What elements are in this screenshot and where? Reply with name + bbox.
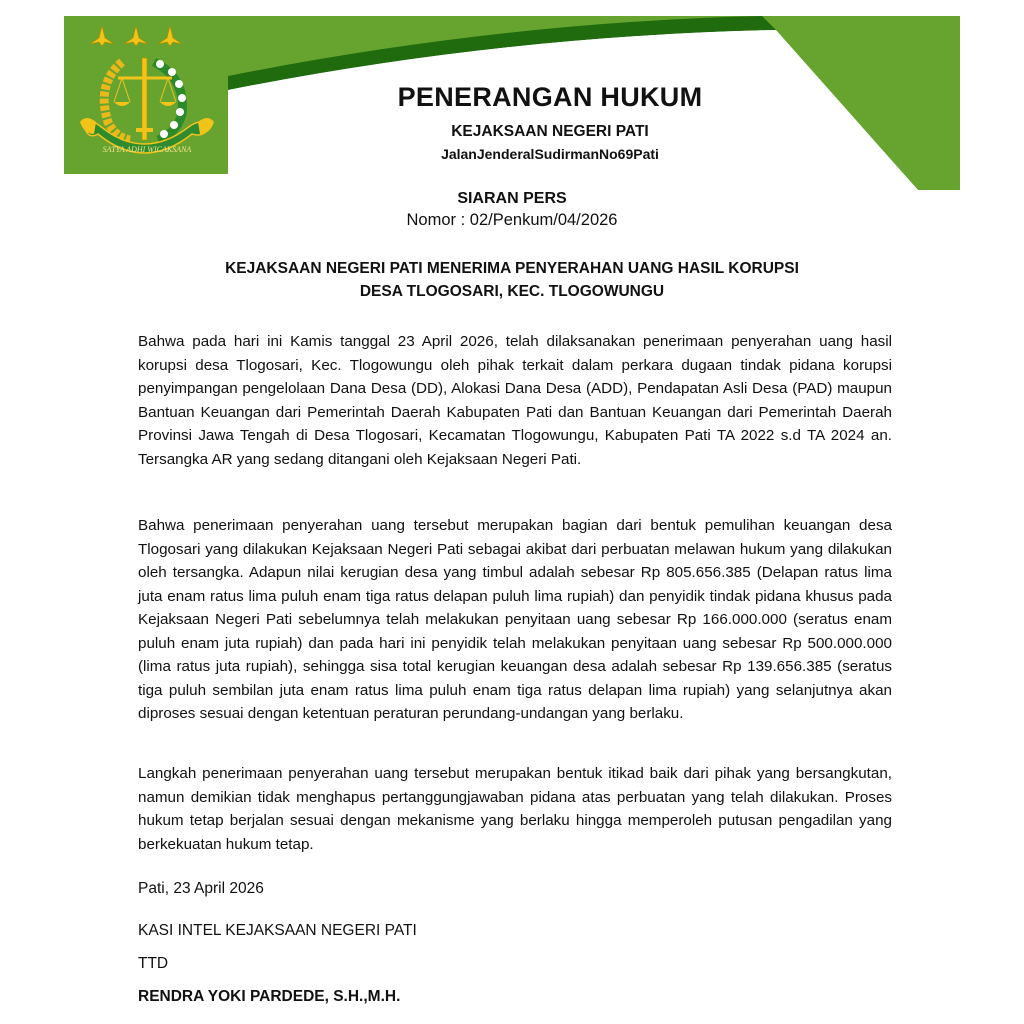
signature-note: TTD (138, 955, 169, 972)
kejaksaan-emblem-icon (78, 22, 218, 168)
press-release-label: SIARAN PERS (457, 190, 567, 207)
press-release-number: Nomor : 02/Penkum/04/2026 (406, 211, 618, 229)
organization-name: KEJAKSAAN NEGERI PATI (451, 123, 649, 140)
headline-line-1: KEJAKSAAN NEGERI PATI MENERIMA PENYERAHAN UANG HASIL KORUPSI (225, 260, 799, 277)
body-paragraph-1: Bahwa pada hari ini Kamis tanggal 23 April 2026, telah dilaksanakan penerimaan penyerahan uang hasil korupsi desa Tlogosari, Kec. Tlogowungu oleh pihak terkait dalam perkara dugaan tindak pidana korupsi penyimpangan pengelolaan Dana Desa (DD), Alokasi Dana Desa (ADD), Pendapatan Asli Desa (PAD) maupun Bantuan Keuangan dari Pemerintah Daerah Kabupaten Pati dan Bantuan Keuangan dari Pemerintah Daerah Provinsi Jawa Tengah di Desa Tlogosari, Kecamatan Tlogowungu, Kabupaten Pati TA 2022 s.d TA 2024 an. Tersangka AR yang sedang ditangani oleh Kejaksaan Negeri Pati. (138, 333, 892, 468)
place-date: Pati, 23 April 2026 (138, 880, 264, 897)
svg-text:SATYA ADHI WICAKSANA: SATYA ADHI WICAKSANA (102, 145, 192, 154)
headline (0, 257, 1024, 303)
signer-position: KASI INTEL KEJAKSAAN NEGERI PATI (138, 922, 417, 939)
body-paragraph-2: Bahwa penerimaan penyerahan uang tersebut merupakan bagian dari bentuk pemulihan keuangan desa Tlogosari yang dilakukan Kejaksaan Negeri Pati sebagai akibat dari perbuatan melawan hukum yang dilakukan oleh tersangka. Adapun nilai kerugian desa yang timbul adalah sebesar Rp 805.656.385 (Delapan ratus lima juta enam ratus lima puluh enam tiga ratus delapan puluh lima rupiah) dan penyidik tindak pidana khusus pada Kejaksaan Negeri Pati sebelumnya telah melakukan penyitaan uang sebesar Rp 166.000.000 (seratus enam puluh enam juta rupiah) dan pada hari ini penyidik telah melakukan penyitaan uang sebesar Rp 500.000.000 (lima ratus juta rupiah), sehingga sisa total kerugian keuangan desa adalah sebesar Rp 139.656.385 (seratus tiga puluh sembilan juta enam ratus lima puluh enam tiga ratus delapan lima rupiah) yang selanjutnya akan diproses sesuai dengan ketentuan peraturan perundang-undangan yang berlaku. (138, 517, 892, 722)
page-title: PENERANGAN HUKUM (397, 82, 703, 112)
signer-name: RENDRA YOKI PARDEDE, S.H.,M.H. (138, 988, 401, 1005)
body-paragraph-3: Langkah penerimaan penyerahan uang tersebut merupakan bentuk itikad baik dari pihak yang bersangkutan, namun demikian tidak menghapus pertanggungjawaban pidana atas perbuatan yang telah dilakukan. Proses hukum tetap berjalan sesuai dengan mekanisme yang berlaku hingga memperoleh putusan pengadilan yang berkekuatan hukum tetap. (138, 765, 892, 853)
organization-address: JalanJenderalSudirmanNo69Pati (441, 146, 659, 162)
headline-line-2: DESA TLOGOSARI, KEC. TLOGOWUNGU (359, 283, 665, 300)
